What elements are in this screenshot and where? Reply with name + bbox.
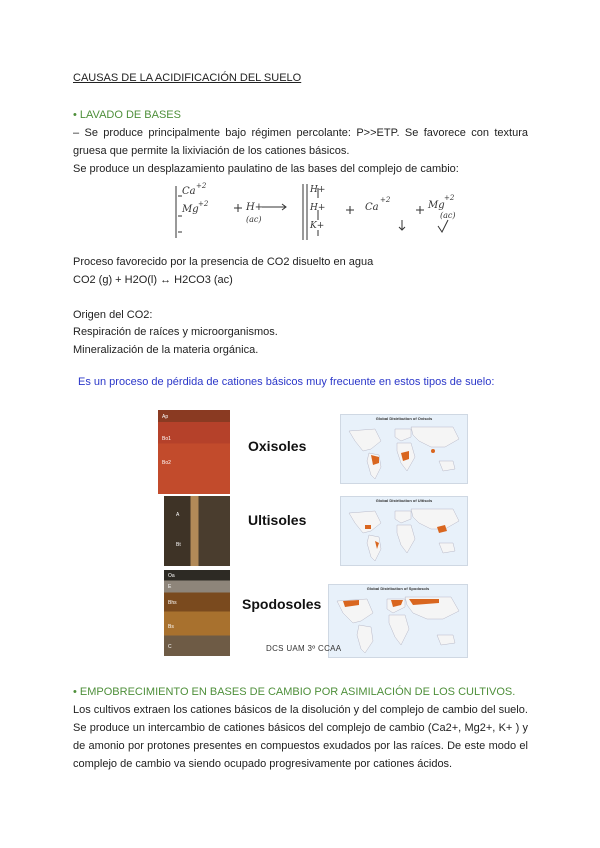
horizon-label: A <box>176 512 180 518</box>
section-heading-lavado: • LAVADO DE BASES <box>73 109 181 121</box>
eq-ca-free-charge: +2 <box>380 196 391 204</box>
horizon-label: Bs <box>168 624 174 630</box>
map-ultisols <box>340 496 468 566</box>
eq-ca: Ca <box>182 186 196 197</box>
eq-h-2: H+ <box>310 203 326 213</box>
highlight-sentence: Es un proceso de pérdida de cationes básicos muy frecuente en estos tipos de suelo: <box>78 376 495 388</box>
map-title: Global Distribution of Oxisols <box>375 416 433 421</box>
eq-ac-1: (ac) <box>246 215 262 224</box>
text-equation-co2: CO2 (g) + H2O(l) ↔ H2CO3 (ac) <box>73 274 233 286</box>
figure-credit: DCS UAM 3º CCAA <box>266 644 342 653</box>
eq-h-plus: H+ <box>246 202 264 213</box>
label-oxisoles: Oxisoles <box>248 438 307 454</box>
horizon-label: Ap <box>162 414 169 420</box>
map-oxisols <box>340 414 468 484</box>
map-title: Global Distribution of Ultisols <box>375 498 433 503</box>
down-arrow-ca <box>399 220 405 230</box>
horizon-label: C <box>168 644 172 650</box>
map-spodosols <box>328 584 468 658</box>
eq-h-1: H+ <box>310 185 326 195</box>
eq-k: K+ <box>310 221 325 231</box>
text-origen-title: Origen del CO2: <box>73 309 153 321</box>
paragraph-cultivos: Los cultivos extraen los cationes básicos de la disolución y del complejo de cambio del suelo. <box>73 704 528 716</box>
soil-types-figure <box>158 410 472 664</box>
eq-mg-free-charge: +2 <box>444 194 455 202</box>
eq-mg-free: Mg <box>428 200 445 211</box>
soil-profile-ultisol <box>164 496 230 566</box>
paragraph-intercambio: Se produce un intercambio de cationes básicos del complejo de cambio (Ca2+, Mg2+, K+ ) y de amonio por protones presentes en compuestos exudados por las raíces. De este modo el complejo de cambio va siendo ocupado progresivamente por cationes ácidos. <box>73 722 528 770</box>
eq-ac-2: (ac) <box>440 211 456 220</box>
horizon-label: Bo2 <box>162 460 171 466</box>
horizon-label: Bhs <box>168 600 177 606</box>
horizon-label: E <box>168 584 172 590</box>
down-arrow-mg <box>438 220 448 232</box>
horizon-label: Bt <box>176 542 181 548</box>
soil-profile-oxisol <box>158 410 230 494</box>
horizon-label: Oa <box>168 573 175 579</box>
paragraph-desplazamiento: Se produce un desplazamiento paulatino de las bases del complejo de cambio: <box>73 163 459 175</box>
eq-mg: Mg <box>182 204 199 215</box>
section-heading-empobrecimiento: • EMPOBRECIMIENTO EN BASES DE CAMBIO POR ASIMILACIÓN DE LOS CULTIVOS. <box>73 686 516 698</box>
label-ultisoles: Ultisoles <box>248 512 307 528</box>
page-title: CAUSAS DE LA ACIDIFICACIÓN DEL SUELO <box>73 72 302 84</box>
eq-ca-free: Ca <box>365 202 379 213</box>
eq-ca-charge: +2 <box>196 182 207 190</box>
text-origen-respiracion: Respiración de raíces y microorganismos. <box>73 326 278 338</box>
text-origen-mineralizacion: Mineralización de la materia orgánica. <box>73 344 259 356</box>
map-title: Global Distribution of Spodosols <box>366 586 430 591</box>
exchange-equation-image <box>170 180 470 244</box>
eq-mg-charge: +2 <box>198 200 209 208</box>
soil-profile-spodosol <box>164 570 230 656</box>
label-spodosoles: Spodosoles <box>242 596 322 612</box>
reaction-arrow <box>262 204 286 210</box>
text-proceso-co2: Proceso favorecido por la presencia de CO2 disuelto en agua <box>73 256 374 268</box>
complex-bracket-right <box>303 184 307 240</box>
paragraph-regimen: – Se produce principalmente bajo régimen percolante: P>>ETP. Se favorece con textura gruesa que permite la lixiviación de los cationes básicos. <box>73 127 528 157</box>
horizon-label: Bo1 <box>162 436 171 442</box>
